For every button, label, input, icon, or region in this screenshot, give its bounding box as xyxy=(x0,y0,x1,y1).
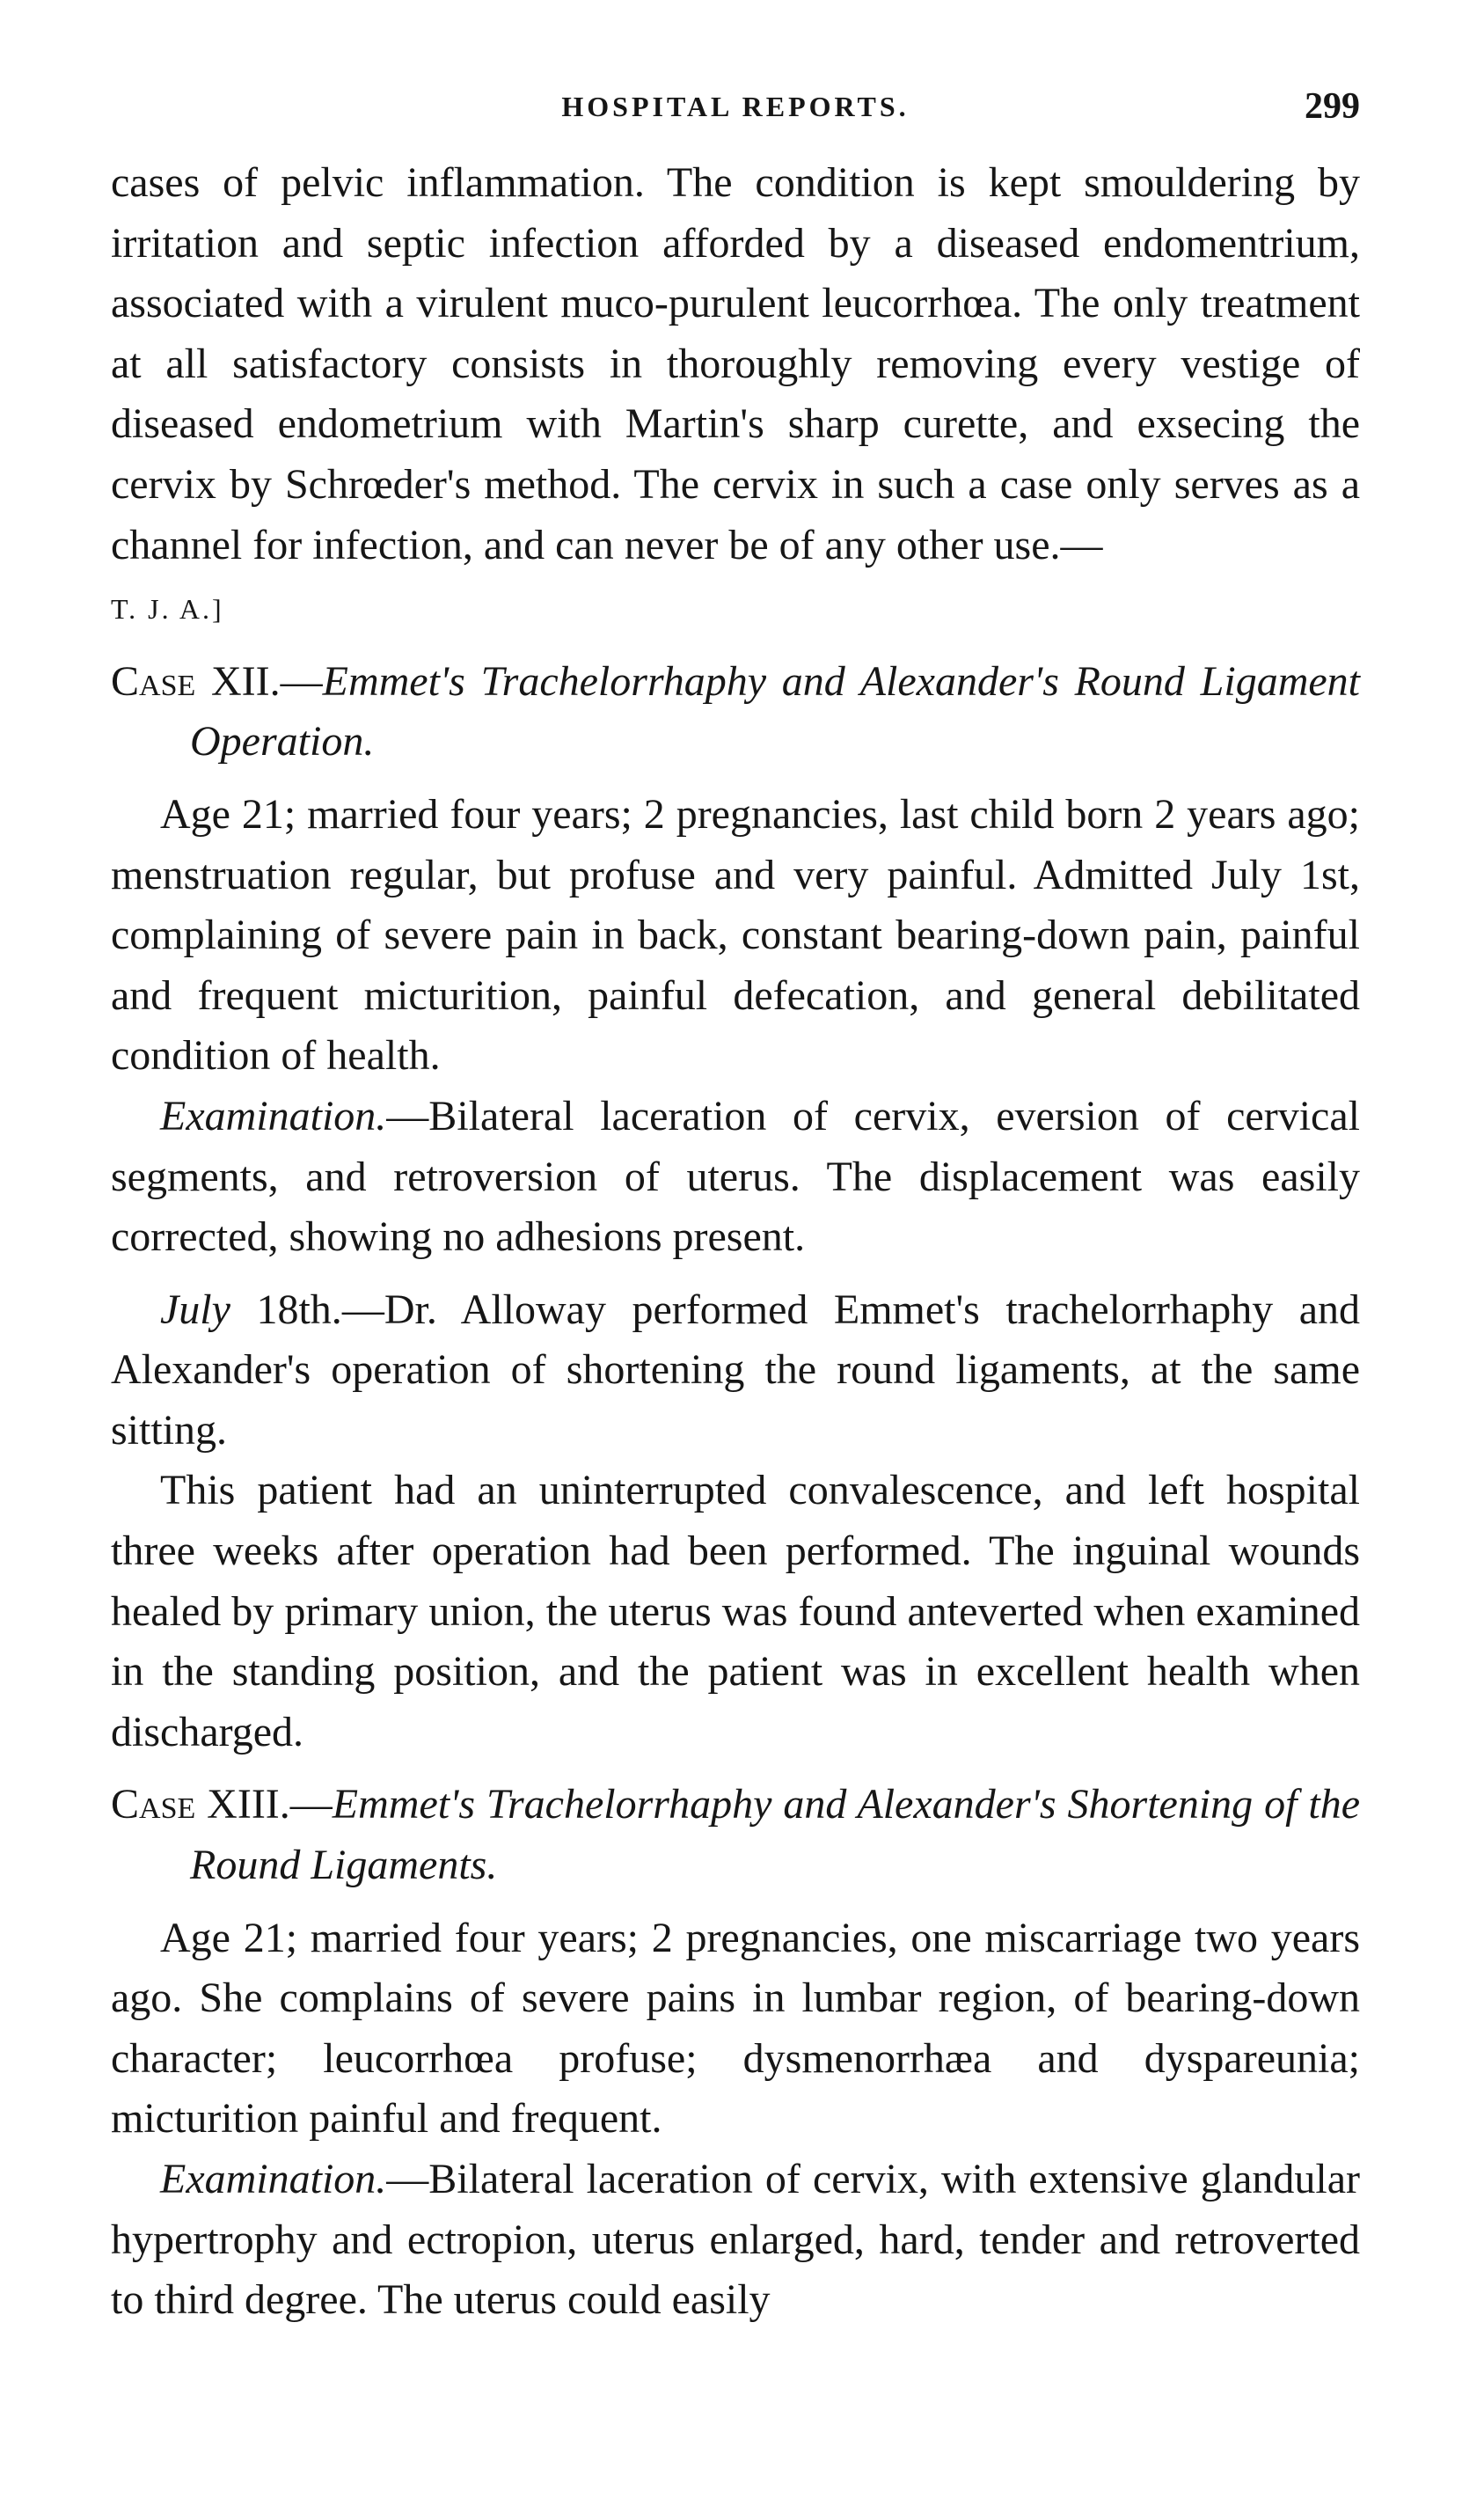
paragraph-text: —Bilateral laceration of cervix, eversion of cervical segments, and retroversion of uterus. The displacement was easily corrected, showing no adhesions present. xyxy=(111,1092,1360,1261)
paragraph-text: —Dr. Alloway performed Emmet's trachelorrhaphy and Alexander's operation of shortening the round ligaments, at the same sitting. xyxy=(111,1286,1361,1454)
case-number: Case XIII.— xyxy=(111,1781,333,1828)
case-title: Emmet's Trachelorrhaphy and Alexander's Round Ligament Operation. xyxy=(190,657,1360,766)
date-label-month: July xyxy=(160,1286,230,1333)
running-head xyxy=(111,84,1360,128)
paragraph-text: Age 21; married four years; 2 pregnancies, one miscarriage two years ago. She complains of severe pains in lumbar region, of bearing-down character; leucorrhœa profuse; dysmenorrhæa and dyspareunia; micturition painful and frequent. xyxy=(111,1914,1360,2143)
paragraph-text: —Bilateral laceration of cervix, with extensive glandular hypertrophy and ectropion, uterus enlarged, hard, tender and retroverted to third degree. The uterus could easily xyxy=(111,2156,1360,2324)
paragraph-case12-examination xyxy=(111,1087,1360,1268)
case-number: Case XII.— xyxy=(111,657,323,705)
page-number: 299 xyxy=(1305,86,1360,127)
signoff-line xyxy=(111,575,1360,640)
paragraph-text: Age 21; married four years; 2 pregnancies, last child born 2 years ago; menstruation regular, but profuse and very painful. Admitted July 1st, complaining of severe pain in back, constant bearing-down pain, painful and frequent micturition, painful defecation, and general debilitated condition of health. xyxy=(111,790,1360,1080)
case-title: Emmet's Trachelorrhaphy and Alexander's Shortening of the Round Ligaments. xyxy=(190,1781,1360,1889)
paragraph-case12-history xyxy=(111,785,1360,1087)
paragraph-text: This patient had an uninterrupted convalescence, and left hospital three weeks after operation had been performed. The inguinal wounds healed by primary union, the uterus was found anteverted when examined in the standing position, and the patient was in excellent health when discharged. xyxy=(111,1467,1360,1755)
paragraph-continued xyxy=(111,153,1360,575)
paragraph-case12-outcome xyxy=(111,1461,1360,1762)
case-heading-13 xyxy=(111,1775,1360,1895)
date-label-day: 18th. xyxy=(256,1286,342,1333)
paragraph-case12-operation xyxy=(111,1280,1360,1462)
author-initials: T. J. A.] xyxy=(111,593,224,626)
book-page xyxy=(111,84,1360,2331)
paragraph-case13-history xyxy=(111,1909,1360,2150)
section-label: Examination. xyxy=(160,2156,387,2202)
case-heading-12 xyxy=(111,652,1360,773)
running-title: HOSPITAL REPORTS. xyxy=(561,91,910,122)
section-label: Examination. xyxy=(160,1092,387,1139)
paragraph-case13-examination xyxy=(111,2150,1360,2331)
paragraph-text: cases of pelvic inflammation. The condition is kept smouldering by irritation and septic infection afforded by a diseased endomentrium, associated with a virulent muco-purulent leucorrhœa. The only treatment at all satisfactory consists in thoroughly removing every vestige of diseased endometrium with Martin's sharp curette, and exsecing the cervix by Schrœder's method. The cervix in such a case only serves as a channel for infection, and can never be of any other use.— xyxy=(111,159,1360,568)
